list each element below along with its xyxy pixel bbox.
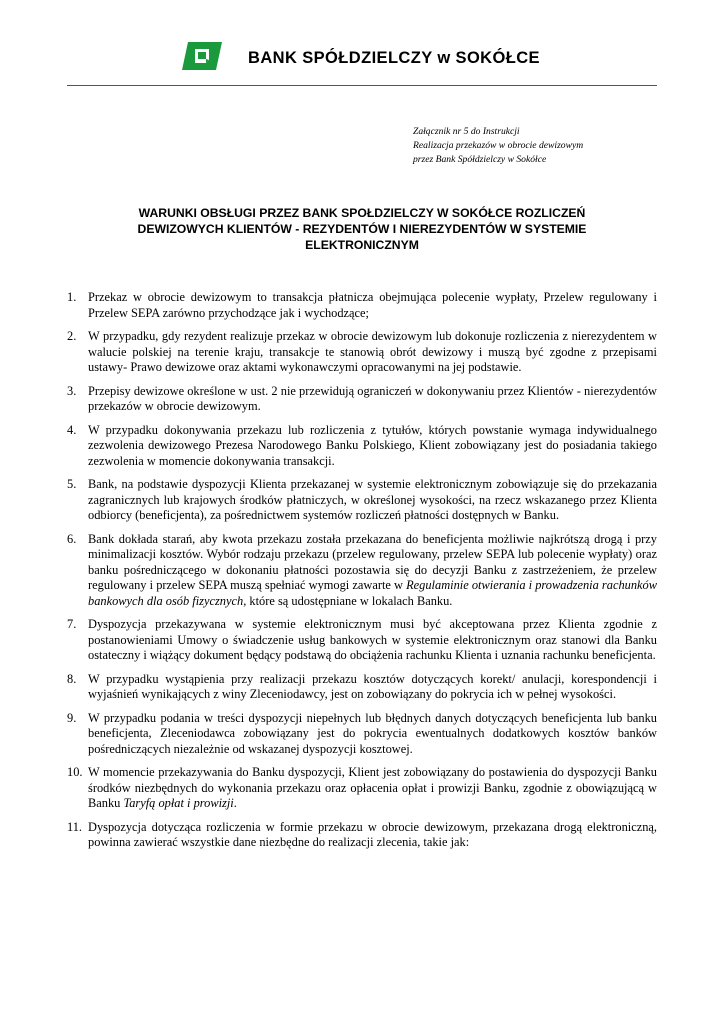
bank-name: BANK SPÓŁDZIELCZY w SOKÓŁCE xyxy=(248,49,540,67)
item-text-italic: Taryfą opłat i prowizji xyxy=(123,796,234,810)
item-number: 2. xyxy=(67,329,77,343)
annex-line: przez Bank Spółdzielczy w Sokółce xyxy=(413,154,547,165)
annex-note xyxy=(413,125,583,167)
item-text: W przypadku podania w treści dyspozycji niepełnych lub błędnych danych dotyczących beneficjenta lub banku beneficjenta, Zleceniodawca zobowiązany jest do pokrycia ewentualnych dodatkowych kosztów banków pośredniczących niezależnie od wskazanej dyspozycji kosztowej. xyxy=(88,710,657,756)
list-item xyxy=(67,711,657,758)
item-text: Dyspozycja przekazywana w systemie elektronicznym musi być akceptowana przez Klienta zgodnie z postanowieniami Umowy o świadczenie usług bankowych w systemie elektronicznym oraz stanowi dla Banku ostateczny i wiążący dokument będący podstawą do obciążenia rachunku Klienta i uznania rachunku beneficjenta. xyxy=(88,617,657,662)
list-item xyxy=(67,423,657,470)
list-item xyxy=(67,477,657,524)
list-item xyxy=(67,672,657,703)
document-title xyxy=(67,205,657,253)
item-text: Dyspozycja dotycząca rozliczenia w formie przekazu w obrocie dewizowym, przekazana drogą elektroniczną, powinna zawierać wszystkie dane niezbędne do realizacji zlecenia, takie jak: xyxy=(88,819,657,849)
item-number: 4. xyxy=(67,422,77,437)
item-text-italic: Regulaminie otwierania i prowadzenia rachunków bankowych dla osób fizycznych xyxy=(88,578,657,608)
item-number: 3. xyxy=(67,383,77,398)
item-text-part: . xyxy=(233,796,237,810)
item-number: 1. xyxy=(67,290,77,304)
item-number: 7. xyxy=(67,617,77,631)
item-text xyxy=(88,765,657,812)
item-number: 5. xyxy=(67,477,77,491)
list-item xyxy=(67,290,657,321)
bank-logo-icon xyxy=(182,42,222,70)
item-number: 9. xyxy=(67,710,77,725)
item-text: Przepisy dewizowe określone w ust. 2 nie przewidują ograniczeń w dokonywaniu przez Klientów - nierezydentów przekazów w obrocie dewizowym. xyxy=(88,383,657,413)
item-text: W przypadku, gdy rezydent realizuje przekaz w obrocie dewizowym lub dokonuje rozliczenia z nierezydentem w walucie polskiej na terenie kraju, transakcje te stanowią obrót dewizowy i muszą być zgodne z przepisami ustawy- Prawo dewizowe oraz aktami wykonawczymi opracowanymi na jej podstawie. xyxy=(88,329,657,374)
item-text-part: Bank dokłada starań, aby kwota przekazu została przekazana do beneficjenta możliwie najkrótszą drogą i przy minimalizacji kosztów. Wybór rodzaju przekazu (przelew regulowany, przelew SEPA lub polecenie wypłaty) oraz banku pośredniczącego w dokonaniu płatności pozostawia się do decyzji Banku z zastrzeżeniem, że przelew regulowany i przelew SEPA muszą spełniać wymogi zawarte w xyxy=(88,531,657,592)
item-number: 6. xyxy=(67,531,77,546)
title-line: ELEKTRONICZNYM xyxy=(305,238,419,252)
item-number: 11. xyxy=(67,819,83,834)
item-text-part: , które są udostępniane w lokalach Banku. xyxy=(243,593,453,608)
annex-line: Załącznik nr 5 do Instrukcji xyxy=(413,126,520,137)
item-text-part: W momencie przekazywania do Banku dyspozycji, Klient jest zobowiązany do postawienia do dyspozycji Banku środków niezbędnych do wykonania przekazu oraz opłacenia opłat i prowizji Banku, zgodnie z obowiązującą w Banku xyxy=(88,765,657,810)
item-number: 8. xyxy=(67,671,77,686)
title-line: DEWIZOWYCH KLIENTÓW - REZYDENTÓW I NIEREZYDENTÓW W SYSTEMIE xyxy=(137,222,587,236)
conditions-list xyxy=(67,290,657,851)
item-number: 10. xyxy=(67,765,83,779)
title-line: WARUNKI OBSŁUGI PRZEZ BANK SPOŁDZIELCZY W SOKÓŁCE ROZLICZEŃ xyxy=(138,206,586,220)
header-divider xyxy=(67,85,657,86)
list-item xyxy=(67,384,657,415)
annex-line: Realizacja przekazów w obrocie dewizowym xyxy=(413,140,584,151)
list-item xyxy=(67,329,657,376)
list-item xyxy=(67,532,657,610)
item-text: W przypadku dokonywania przekazu lub rozliczenia z tytułów, których powstanie wymaga indywidualnego zezwolenia dewizowego Prezesa Narodowego Banku Polskiego, Klient zobowiązany jest do posiadania takiego zezwolenia w momencie dokonywania transakcji. xyxy=(88,422,657,468)
list-item xyxy=(67,617,657,664)
item-text: Bank, na podstawie dyspozycji Klienta przekazanej w systemie elektronicznym zobowiązuje się do przekazania zagranicznych lub krajowych środków płatniczych, w określonej wysokości, na rzecz wskazanego przez Klienta odbiorcy (beneficjenta), za pośrednictwem systemów rozliczeń płatności dostępnych w Banku. xyxy=(88,477,657,522)
list-item xyxy=(67,765,657,812)
bank-logo xyxy=(182,42,222,70)
list-item xyxy=(67,820,657,851)
item-text: W przypadku wystąpienia przy realizacji przekazu kosztów dotyczących korekt/ anulacji, korespondencji i wyjaśnień wynikających z winy Zleceniodawcy, jest on zobowiązany do pokrycia ich w pełnej wysokości. xyxy=(88,671,657,701)
item-text: Przekaz w obrocie dewizowym to transakcja płatnicza obejmująca polecenie wypłaty, Przelew regulowany i Przelew SEPA zarówno przychodzące jak i wychodzące; xyxy=(88,290,657,320)
item-text xyxy=(88,532,657,610)
